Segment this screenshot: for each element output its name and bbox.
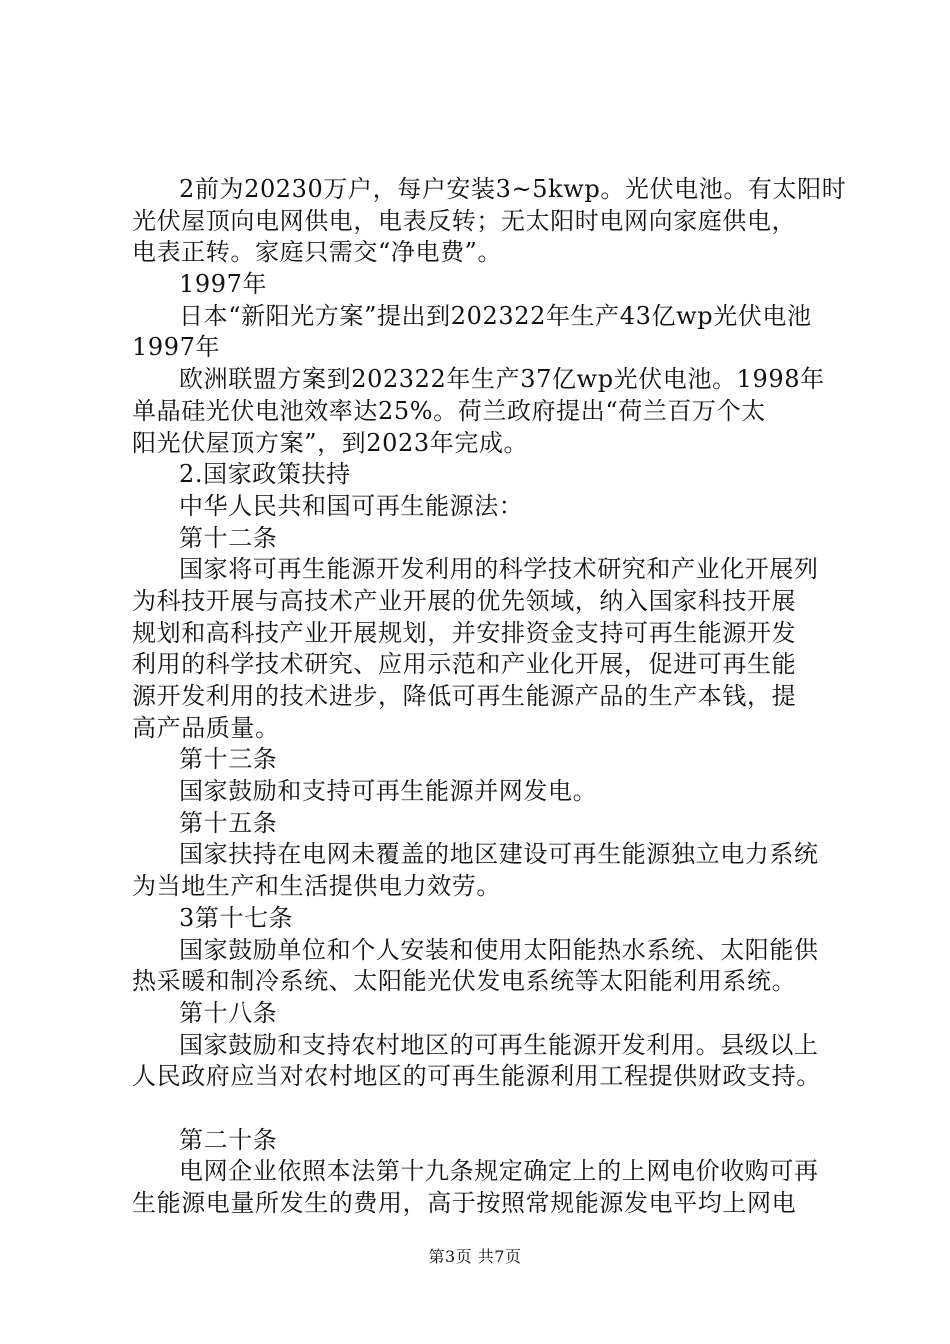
body-line: 人民政府应当对农村地区的可再生能源利用工程提供财政支持。 [132,1062,821,1091]
page-footer: 第3页 共7页 [428,1247,522,1266]
body-line: 规划和高科技产业开展规划，并安排资金支持可再生能源开发 [132,618,797,647]
section-heading: 2.国家政策扶持 [179,460,351,489]
body-line: 源开发利用的技术进步，降低可再生能源产品的生产本钱，提 [132,682,797,710]
year-line: 1997年 [179,270,268,299]
body-line: 国家将可再生能源开发利用的科学技术研究和产业化开展列 [179,555,819,584]
article-heading: 第十三条 [179,745,278,774]
body-line: 国家鼓励和支持农村地区的可再生能源开发利用。县级以上 [179,1030,819,1059]
blank-line [132,1093,844,1125]
body-line: 为当地生产和生活提供电力效劳。 [132,872,501,901]
body-line: 利用的科学技术研究、应用示范和产业化开展，促进可再生能 [132,650,797,679]
year-line: 1997年 [132,333,221,362]
body-line: 阳光伏屋顶方案”，到2023年完成。 [132,428,529,457]
article-heading: 第二十条 [179,1125,278,1154]
body-line: 日本“新阳光方案”提出到202322年生产43亿wp光伏电池 [179,301,812,330]
body-line: 单晶硅光伏电池效率达25%。荷兰政府提出“荷兰百万个太 [132,396,766,425]
article-heading: 第十五条 [179,808,278,837]
body-line: 国家扶持在电网未覆盖的地区建设可再生能源独立电力系统 [179,840,819,869]
body-line: 国家鼓励和支持可再生能源并网发电。 [179,777,598,806]
article-heading: 第十二条 [179,523,278,552]
body-line: 2前为20230万户，每户安装3~5kwp。光伏电池。有太阳时 [179,175,847,203]
body-line: 电网企业依照本法第十九条规定确定上的上网电价收购可再 [179,1157,819,1186]
document-body [132,174,847,1220]
body-line: 生能源电量所发生的费用，高于按照常规能源发电平均上网电 [132,1189,797,1217]
body-line: 电表正转。家庭只需交“净电费”。 [132,238,503,267]
article-heading: 3第十七条 [179,903,294,932]
article-heading: 第十八条 [179,998,278,1027]
body-line: 热采暖和制冷系统、太阳能光伏发电系统等太阳能利用系统。 [132,967,797,996]
body-line: 欧洲联盟方案到202322年生产37亿wp光伏电池。1998年 [179,365,825,394]
body-line: 国家鼓励单位和个人安装和使用太阳能热水系统、太阳能供 [179,935,819,964]
body-line: 光伏屋顶向电网供电，电表反转；无太阳时电网向家庭供电， [132,206,797,235]
law-title: 中华人民共和国可再生能源法： [179,491,524,520]
body-line: 高产品质量。 [132,713,280,742]
body-line: 为科技开展与高技术产业开展的优先领域，纳入国家科技开展 [132,586,797,615]
